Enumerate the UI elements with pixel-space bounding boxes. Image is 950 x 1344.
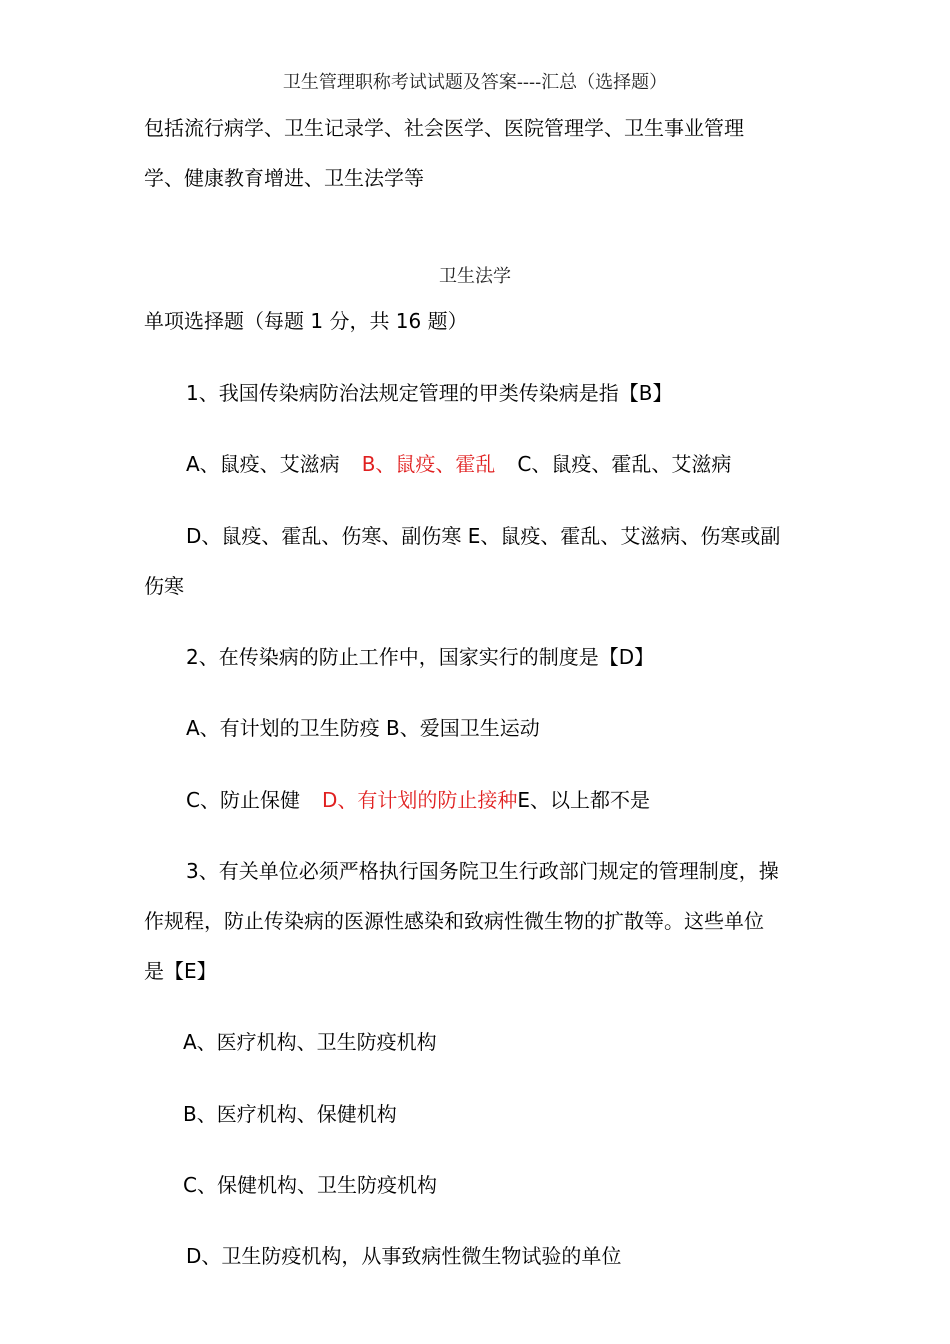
q1-option-a: A、鼠疫、艾滋病 [186,452,340,476]
q3-stem-line-3: 是【E】 [144,959,217,983]
section-title: 卫生法学 [439,266,511,287]
q1-option-b-answer: B、鼠疫、霍乱 [361,452,496,476]
intro-line-1: 包括流行病学、卫生记录学、社会医学、医院管理学、卫生事业管理 [144,116,744,140]
q2-options-ab: A、有计划的卫生防疫 B、爱国卫生运动 [186,716,540,740]
q1-option-de-line-1: D、鼠疫、霍乱、伤寒、副伤寒 E、鼠疫、霍乱、艾滋病、伤寒或副 [186,524,781,548]
q3-option-c: C、保健机构、卫生防疫机构 [183,1173,437,1197]
q2-options-row [186,786,650,814]
q1-stem: 1、我国传染病防治法规定管理的甲类传染病是指【B】 [186,381,673,405]
q3-option-b: B、医疗机构、保健机构 [183,1102,397,1126]
q3-option-d: D、卫生防疫机构，从事致病性微生物试验的单位 [186,1244,622,1268]
q2-stem: 2、在传染病的防止工作中，国家实行的制度是【D】 [186,645,655,669]
q3-stem-line-2: 作规程，防止传染病的医源性感染和致病性微生物的扩散等。这些单位 [144,909,764,933]
q3-option-a: A、医疗机构、卫生防疫机构 [183,1030,437,1054]
question-type-heading: 单项选择题（每题 1 分，共 16 题） [144,309,468,333]
q1-option-c: C、鼠疫、霍乱、艾滋病 [517,452,732,476]
q2-option-c: C、防止保健 [186,788,300,812]
q2-option-d-answer: D、有计划的防止接种 [321,788,518,812]
intro-line-2: 学、健康教育增进、卫生法学等 [144,166,424,190]
q3-stem-line-1: 3、有关单位必须严格执行国务院卫生行政部门规定的管理制度，操 [186,859,779,883]
q1-option-de-line-2: 伤寒 [144,574,184,598]
q2-option-e: E、以上都不是 [517,788,651,812]
q1-options-row [186,450,731,478]
page-header: 卫生管理职称考试试题及答案----汇总（选择题） [282,72,668,93]
